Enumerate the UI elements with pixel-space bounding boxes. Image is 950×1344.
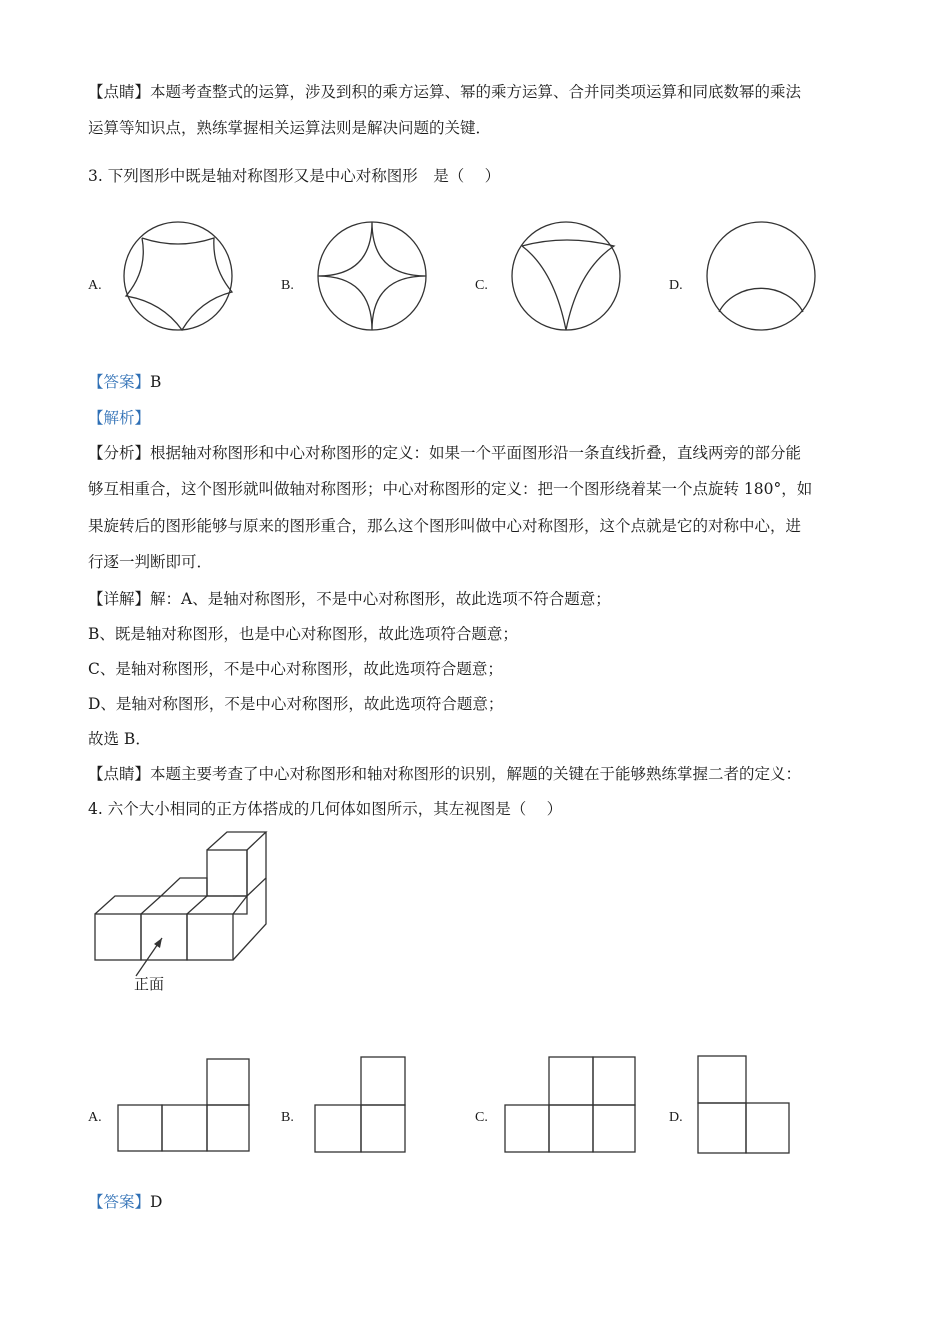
- xiangjie-line-4: D、是轴对称图形，不是中心对称图形，故此选项符合题意；: [88, 695, 504, 713]
- xiangjie-line-5: 故选 B．: [88, 730, 151, 748]
- q3-option-a-label: A.: [88, 278, 102, 293]
- q4-option-c-figure: [504, 1056, 638, 1154]
- q3-option-c-label: C.: [475, 278, 488, 293]
- answer-tag: 【答案】: [88, 373, 151, 391]
- question-3-text: 3. 下列图形中既是轴对称图形又是中心对称图形 是（ ）: [88, 167, 501, 185]
- q3-option-d-figure: [705, 220, 825, 340]
- dianjing-line-2: 运算等知识点，熟练掌握相关运算法则是解决问题的关键．: [88, 119, 492, 137]
- analysis-tag: 【解析】: [88, 409, 151, 427]
- fenxi-line-1: 【分析】根据轴对称图形和中心对称图形的定义：如果一个平面图形沿一条直线折叠，直线两旁的部分能: [88, 444, 802, 462]
- q3-answer: [88, 372, 161, 392]
- q3-option-a-figure: [120, 220, 240, 340]
- xiangjie-line-2: B、既是轴对称图形，也是中心对称图形，故此选项符合题意；: [88, 625, 518, 643]
- fenxi-line-4: 行逐一判断即可．: [88, 553, 213, 571]
- q3-option-b-label: B.: [281, 278, 294, 293]
- xiangjie-line-1: 【详解】解：A、是轴对称图形，不是中心对称图形，故此选项不符合题意；: [88, 590, 611, 608]
- fenxi-line-3: 果旋转后的图形能够与原来的图形重合，那么这个图形叫做中心对称图形，这个点就是它的对称中心，进: [88, 517, 802, 535]
- q4-option-c-label: C.: [475, 1110, 488, 1125]
- q4-answer: [88, 1192, 162, 1212]
- dianjing-line-1: 【点睛】本题考查整式的运算，涉及到积的乘方运算、幂的乘方运算、合并同类项运算和同底数幂的乘法: [88, 83, 802, 101]
- question-4-text: 4. 六个大小相同的正方体搭成的几何体如图所示，其左视图是（ ）: [88, 800, 563, 818]
- xiangjie-line-3: C、是轴对称图形，不是中心对称图形，故此选项符合题意；: [88, 660, 503, 678]
- q4-option-b-figure: [314, 1056, 408, 1154]
- q3-option-b-figure: [316, 220, 436, 340]
- front-label: 正面: [134, 975, 165, 993]
- q4-option-a-figure: [117, 1058, 251, 1154]
- answer-value: D: [150, 1193, 163, 1211]
- q4-solid-figure: [92, 830, 272, 1000]
- q4-option-d-figure: [697, 1055, 793, 1155]
- q4-option-a-label: A.: [88, 1110, 102, 1125]
- q3-option-c-figure: [510, 220, 630, 340]
- answer-value: B: [150, 373, 162, 391]
- fenxi-line-2: 够互相重合，这个图形就叫做轴对称图形；中心对称图形的定义：把一个图形绕着某一个点旋转 180°，如: [88, 480, 813, 498]
- answer-tag: 【答案】: [88, 1193, 151, 1211]
- q3-option-d-label: D.: [669, 278, 683, 293]
- q3-dianjing: 【点睛】本题主要考查了中心对称图形和轴对称图形的识别，解题的关键在于能够熟练掌握二者的定义：: [88, 765, 802, 783]
- q4-option-d-label: D.: [669, 1110, 683, 1125]
- q4-option-b-label: B.: [281, 1110, 294, 1125]
